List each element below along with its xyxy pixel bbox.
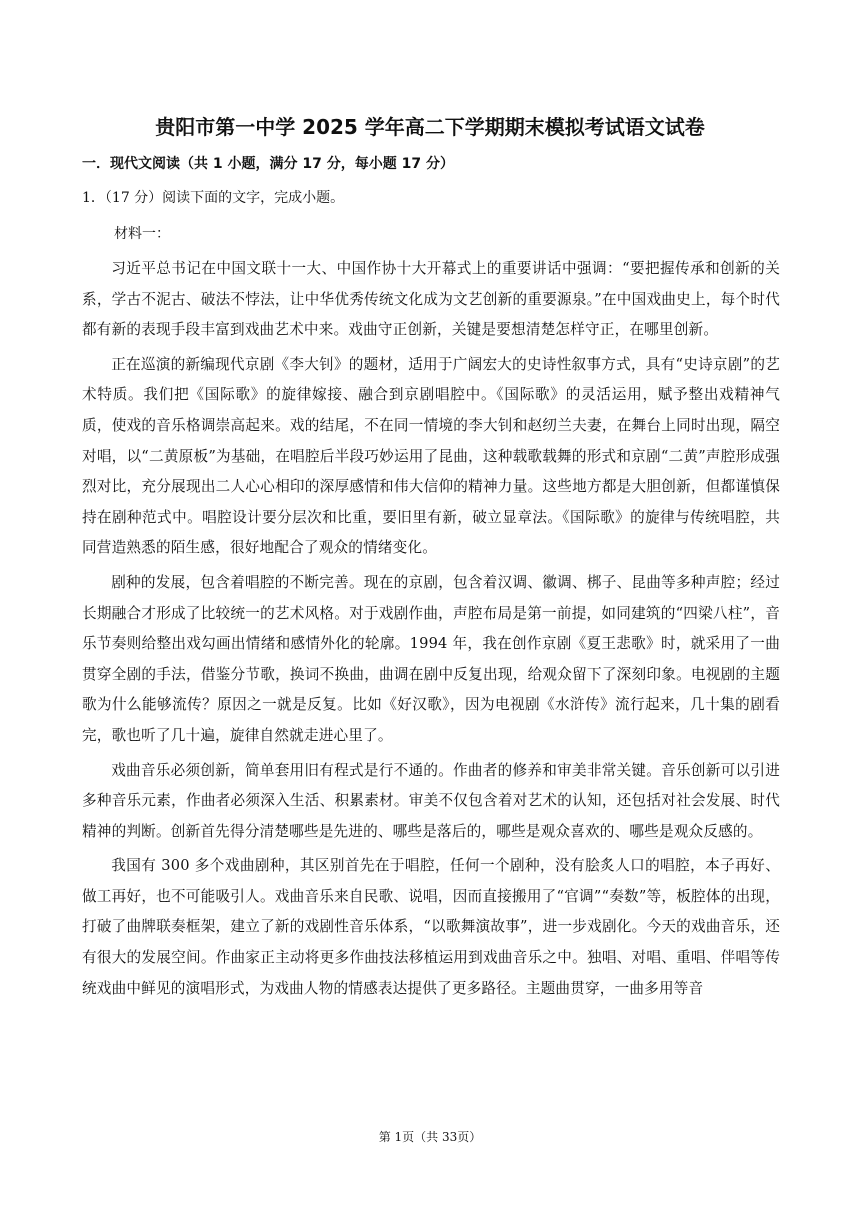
section-heading: 一．现代文阅读（共 1 小题，满分 17 分，每小题 17 分）	[82, 156, 454, 172]
document-title: 贵阳市第一中学 2025 学年高二下学期期末模拟考试语文试卷	[155, 115, 705, 139]
page-footer: 第 1页（共 33页）	[378, 1130, 482, 1144]
question-line: 1．（17 分）阅读下面的文字，完成小题。	[82, 190, 345, 206]
paragraph-4: 戏曲音乐必须创新，简单套用旧有程式是行不通的。作曲者的修养和审美非常关键。音乐创新可以引进多种音乐元素，作曲者必须深入生活、积累素材。审美不仅包含着对艺术的认知，还包括对社会发展、时代精神的判断。创新首先得分清楚哪些是先进的、哪些是落后的，哪些是观众喜欢的、哪些是观众反感的。	[82, 761, 780, 840]
paragraph-3: 剧种的发展，包含着唱腔的不断完善。现在的京剧，包含着汉调、徽调、梆子、昆曲等多种声腔；经过长期融合才形成了比较统一的艺术风格。对于戏剧作曲，声腔布局是第一前提，如同建筑的“四梁八柱”，音乐节奏则给整出戏勾画出情绪和感情外化的轮廓。1994 年，我在创作京剧《夏王悲歌》时，就采用了一曲贯穿全剧的手法，借鉴分节歌，换词不换曲，曲调在剧中反复出现，给观众留下了深刻印象。电视剧的主题歌为什么能够流传？原因之一就是反复。比如《好汉歌》，因为电视剧《水浒传》流行起来，几十集的剧看完，歌也听了几十遍，旋律自然就走进心里了。	[82, 573, 780, 744]
paragraph-2: 正在巡演的新编现代京剧《李大钊》的题材，适用于广阔宏大的史诗性叙事方式，具有“史诗京剧”的艺术特质。我们把《国际歌》的旋律嫁接、融合到京剧唱腔中。《国际歌》的灵活运用，赋予整出戏精神气质，使戏的音乐格调崇高起来。戏的结尾，不在同一情境的李大钊和赵纫兰夫妻，在舞台上同时出现，隔空对唱，以“二黄原板”为基础，在唱腔后半段巧妙运用了昆曲，这种载歌载舞的形式和京剧“二黄”声腔形成强烈对比，充分展现出二人心心相印的深厚感情和伟大信仰的精神力量。这些地方都是大胆创新，但都谨慎保持在剧种范式中。唱腔设计要分层次和比重，要旧里有新，破立显章法。《国际歌》的旋律与传统唱腔，共同营造熟悉的陌生感，很好地配合了观众的情绪变化。	[82, 355, 780, 557]
article-body	[82, 254, 780, 1008]
paragraph-5: 我国有 300 多个戏曲剧种，其区别首先在于唱腔，任何一个剧种，没有脍炙人口的唱腔，本子再好、做工再好，也不可能吸引人。戏曲音乐来自民歌、说唱，因而直接搬用了“官调”“奏数”等，板腔体的出现，打破了曲牌联奏框架，建立了新的戏剧性音乐体系，“以歌舞演故事”，进一步戏剧化。今天的戏曲音乐，还有很大的发展空间。作曲家正主动将更多作曲技法移植运用到戏曲音乐之中。独唱、对唱、重唱、伴唱等传统戏曲中鲜见的演唱形式，为戏曲人物的情感表达提供了更多路径。主题曲贯穿，一曲多用等音	[82, 857, 780, 997]
material-label: 材料一：	[114, 226, 170, 242]
paragraph-1: 习近平总书记在中国文联十一大、中国作协十大开幕式上的重要讲话中强调：“要把握传承和创新的关系，学古不泥古、破法不悖法，让中华优秀传统文化成为文艺创新的重要源泉。”在中国戏曲史上，每个时代都有新的表现手段丰富到戏曲艺术中来。戏曲守正创新，关键是要想清楚怎样守正，在哪里创新。	[82, 260, 780, 339]
